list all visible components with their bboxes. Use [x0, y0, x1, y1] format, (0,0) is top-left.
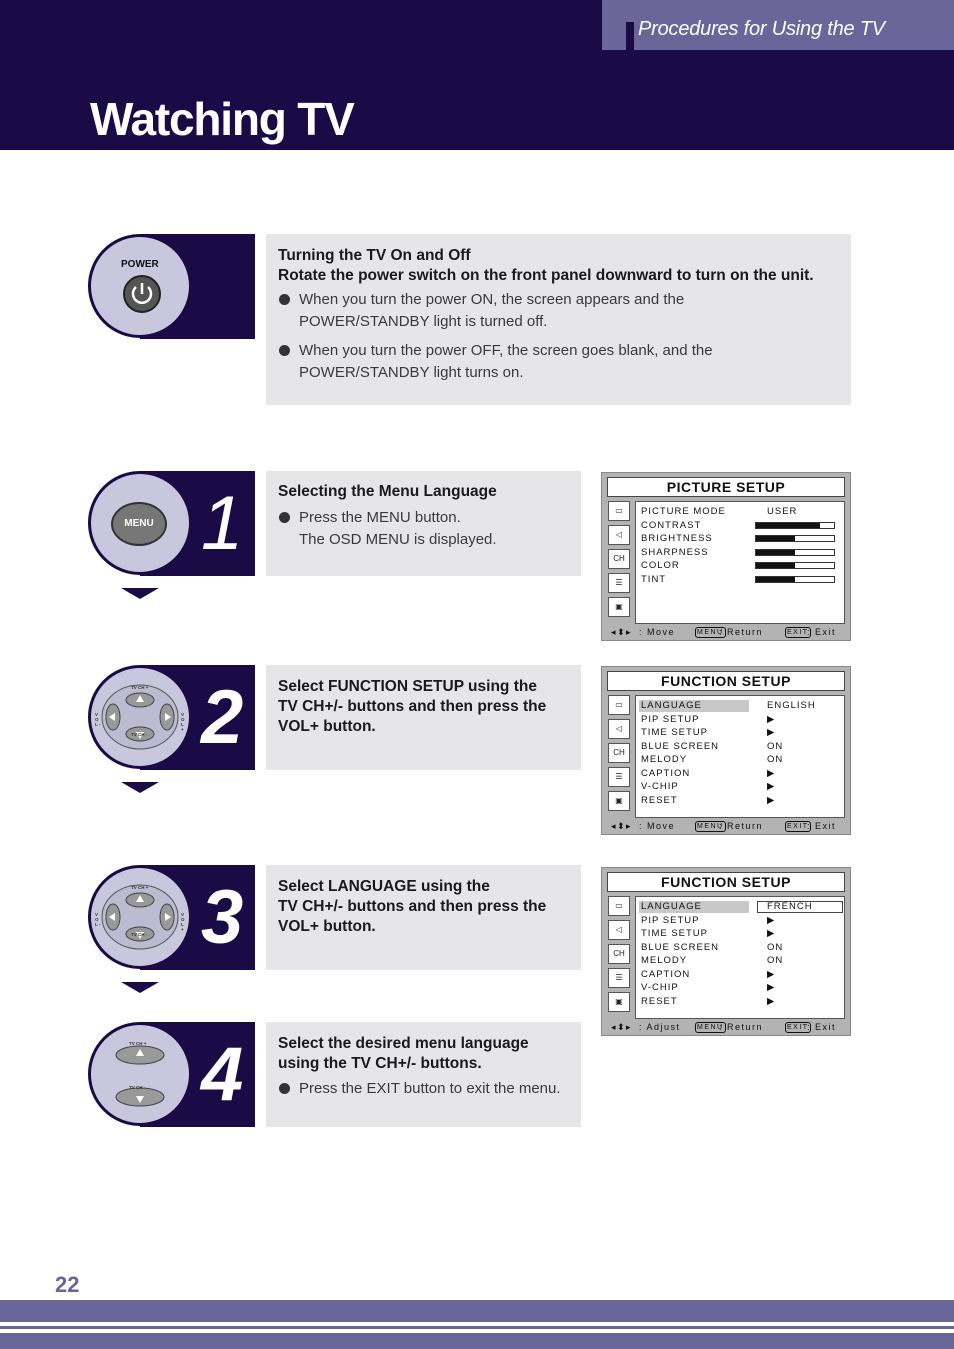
page-number: 22 — [55, 1272, 80, 1297]
step-3-badge — [88, 865, 255, 970]
osd-row: BRIGHTNESS — [639, 533, 843, 545]
osd-icon-column — [607, 896, 633, 1018]
speaker-icon: ◁ — [608, 719, 630, 739]
osd-footer: ◂⬍▸ : Adjust MENU : Return EXIT : Exit — [611, 1022, 837, 1032]
footer-band — [0, 1300, 954, 1322]
step-1-continuation: The OSD MENU is displayed. — [299, 530, 497, 548]
osd-menu-body — [635, 896, 845, 1019]
step-3-number: 3 — [201, 875, 244, 960]
function-icon: ☰ — [608, 767, 630, 787]
power-button-illustration — [123, 275, 161, 313]
remote-pad-icon — [91, 668, 189, 766]
osd-footer: ◂⬍▸ : Move MENU : Return EXIT : Exit — [611, 627, 837, 637]
osd-row: MELODY ON — [641, 955, 784, 966]
step-2-number: 2 — [201, 675, 244, 760]
osd-title: FUNCTION SETUP — [607, 671, 845, 691]
step-2-circle: TV CH + TV CH - V O L - V O L + — [88, 665, 192, 769]
osd-row: TIME SETUP ▶ — [641, 727, 776, 738]
osd-title: PICTURE SETUP — [607, 477, 845, 497]
step-4-panel: Select the desired menu language using the TV CH+/- buttons. Press the EXIT button to exit the menu. — [266, 1022, 581, 1127]
osd-level-bar — [755, 549, 835, 556]
channel-icon: CH — [608, 549, 630, 569]
step-1-bullet: Press the MENU button. — [278, 507, 569, 529]
osd-row: BLUE SCREEN ON — [641, 941, 784, 953]
osd-row: PIP SETUP ▶ — [641, 713, 776, 725]
step-1-badge — [88, 471, 255, 576]
nav-arrows-icon: ◂⬍▸ — [611, 1022, 633, 1032]
page-header — [0, 0, 954, 150]
pip-icon: ▣ — [608, 597, 630, 617]
osd-row: LANGUAGE ENGLISH — [641, 700, 816, 711]
channel-buttons-icon — [91, 1025, 189, 1123]
nav-arrows-icon: ◂⬍▸ — [611, 821, 633, 831]
osd-level-bar — [755, 522, 835, 529]
osd-row: PICTURE MODE USER — [641, 506, 798, 517]
page-title: Watching TV — [90, 93, 354, 145]
step-2-badge — [88, 665, 255, 770]
step-arrow-2 — [121, 782, 159, 793]
step-1-heading: Selecting the Menu Language — [278, 483, 497, 500]
step-4-number: 4 — [201, 1032, 244, 1117]
osd-row: TIME SETUP ▶ — [641, 928, 776, 939]
osd-row: V-CHIP ▶ — [641, 982, 776, 993]
step-arrow-3 — [121, 982, 159, 993]
speaker-icon: ◁ — [608, 525, 630, 545]
osd-menu-body — [635, 695, 845, 818]
step-3-panel: Select LANGUAGE using the TV CH+/- buttons and then press the VOL+ button. — [266, 865, 581, 970]
osd-row: MELODY ON — [641, 754, 784, 765]
osd-row: CONTRAST — [639, 520, 843, 532]
osd-function-setup-language — [601, 867, 851, 1036]
power-bullet-2: When you turn the power OFF, the screen goes blank, and the POWER/STANDBY light turns on. — [278, 340, 839, 383]
osd-footer: ◂⬍▸ : Move MENU : Return EXIT : Exit — [611, 821, 837, 831]
step-1-number: 1 — [201, 481, 244, 566]
osd-row: COLOR — [639, 560, 843, 572]
tv-icon: ▭ — [608, 695, 630, 715]
osd-icon-column — [607, 501, 633, 623]
step-4-circle: TV CH + TV CH - — [88, 1022, 192, 1126]
step-1-panel — [266, 471, 581, 576]
section-tab — [602, 0, 954, 50]
section-tab-mark — [626, 22, 634, 50]
function-icon: ☰ — [608, 968, 630, 988]
osd-level-bar — [755, 562, 835, 569]
channel-icon: CH — [608, 944, 630, 964]
step-arrow-1 — [121, 588, 159, 599]
speaker-icon: ◁ — [608, 920, 630, 940]
osd-row: BLUE SCREEN ON — [641, 740, 784, 752]
power-panel — [266, 234, 851, 405]
footer-band-bottom — [0, 1333, 954, 1349]
tv-icon: ▭ — [608, 896, 630, 916]
channel-icon: CH — [608, 743, 630, 763]
footer-line — [0, 1326, 954, 1329]
nav-arrows-icon: ◂⬍▸ — [611, 627, 633, 637]
pip-icon: ▣ — [608, 791, 630, 811]
step-2-panel: Select FUNCTION SETUP using the TV CH+/- buttons and then press the VOL+ button. — [266, 665, 581, 770]
osd-level-bar — [755, 535, 835, 542]
power-bullet-1: When you turn the power ON, the screen appears and the POWER/STANDBY light is turned off. — [278, 289, 839, 332]
power-circle — [88, 234, 192, 338]
pip-icon: ▣ — [608, 992, 630, 1012]
section-title: Procedures for Using the TV — [638, 18, 885, 40]
osd-picture-setup — [601, 472, 851, 641]
menu-button-illustration: MENU — [111, 502, 167, 546]
step-3-circle: TV CH + TV CH - V O L - V O L + — [88, 865, 192, 969]
power-badge — [88, 234, 255, 339]
osd-menu-body — [635, 501, 845, 624]
osd-row: RESET ▶ — [641, 794, 776, 806]
step-4-bullet: Press the EXIT button to exit the menu. — [278, 1078, 569, 1100]
osd-row: LANGUAGE FRENCH — [639, 901, 843, 913]
osd-row: SHARPNESS — [639, 547, 843, 559]
remote-pad-icon — [91, 868, 189, 966]
power-label: POWER — [121, 259, 159, 270]
osd-row: CAPTION ▶ — [641, 968, 776, 980]
tv-icon: ▭ — [608, 501, 630, 521]
function-icon: ☰ — [608, 573, 630, 593]
osd-row: RESET ▶ — [641, 995, 776, 1007]
osd-icon-column — [607, 695, 633, 817]
osd-row: V-CHIP ▶ — [641, 781, 776, 792]
power-heading-2: Rotate the power switch on the front panel downward to turn on the unit. — [278, 267, 814, 284]
power-heading-1: Turning the TV On and Off — [278, 247, 471, 264]
step-1-circle — [88, 471, 192, 575]
osd-row: PIP SETUP ▶ — [641, 914, 776, 926]
power-icon — [125, 277, 159, 311]
osd-level-bar — [755, 576, 835, 583]
step-4-badge — [88, 1022, 255, 1127]
osd-row: TINT — [639, 574, 843, 586]
osd-row: CAPTION ▶ — [641, 767, 776, 779]
osd-title: FUNCTION SETUP — [607, 872, 845, 892]
osd-function-setup — [601, 666, 851, 835]
